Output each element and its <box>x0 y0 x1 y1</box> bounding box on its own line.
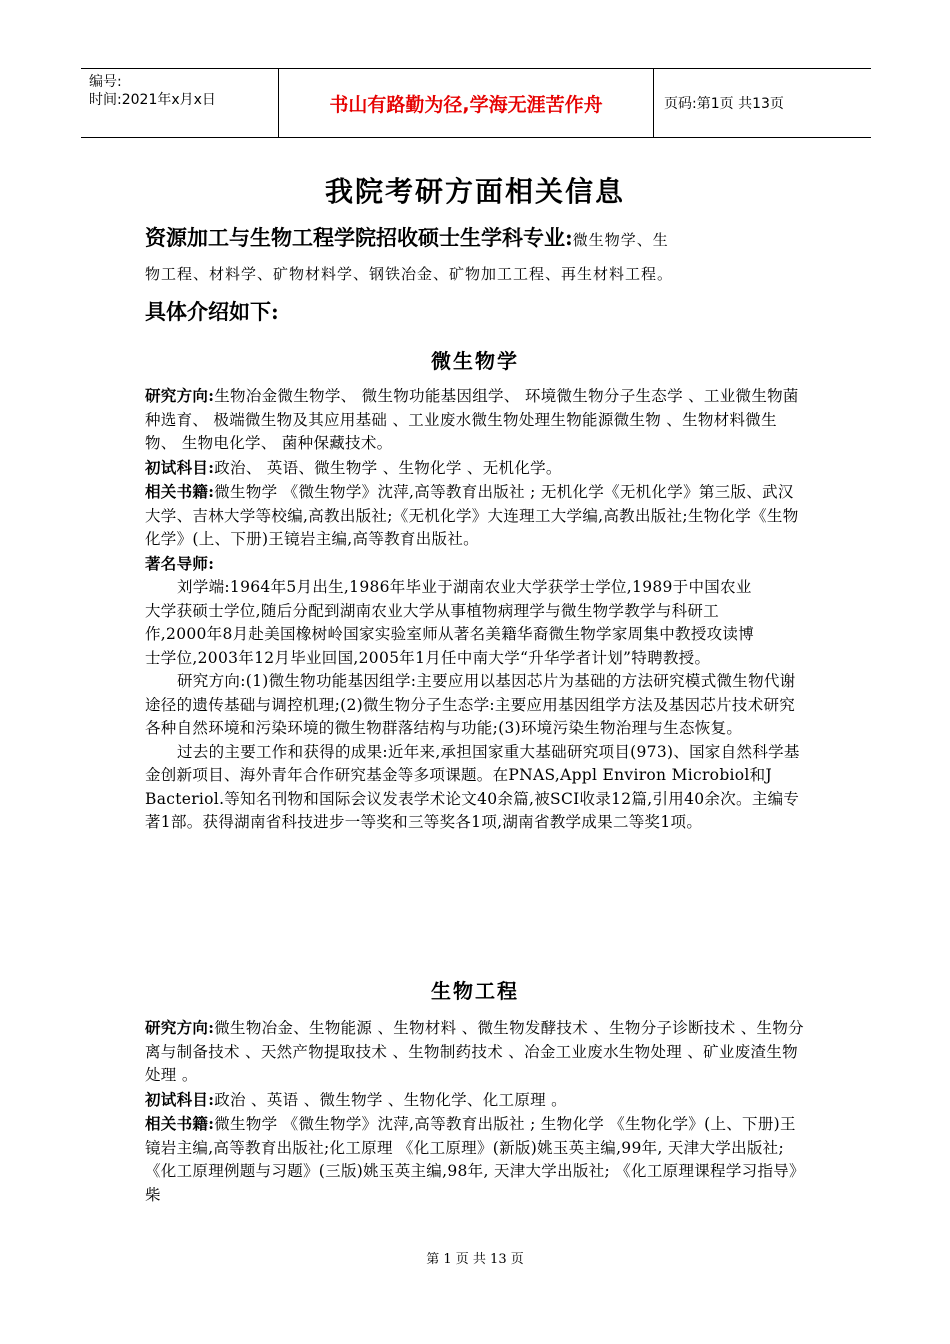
section-bioengineering-body <box>145 1016 805 1207</box>
header-meta-cell <box>81 69 279 137</box>
research-label: 研究方向: <box>145 1018 215 1037</box>
majors-line-1: 微生物学、生 <box>572 231 669 249</box>
page-info-text: 页码:第1页 共13页 <box>664 96 784 112</box>
page-info-cell <box>654 69 871 137</box>
mentor-heading <box>145 552 805 577</box>
intro-paragraph <box>145 222 805 290</box>
page-title: 我院考研方面相关信息 <box>324 175 625 208</box>
research-text: 生物冶金微生物学、 微生物功能基因组学、 环境微生物分子生态学 、工业微生物菌种选育、 极端微生物及其应用基础 、工业废水微生物处理生物能源微生物 、生物材料微生物、 生物电化学、 菌种保藏技术。 <box>145 387 799 452</box>
mentor-achievements: 过去的主要工作和获得的成果:近年来,承担国家重大基础研究项目(973)、国家自然科学基金创新项目、海外青年合作研究基金等多项课题。在PNAS,Appl Environ Microbiol和J Bacteriol.等知名刊物和国际会议发表学术论文40余篇,被SCI收录12篇,引用40余次。主编专著1部。获得湖南省科技进步一等奖和三等奖各1项,湖南省教学成果二等奖1项。 <box>145 742 800 831</box>
research-direction <box>145 1016 805 1088</box>
research-label: 研究方向: <box>145 386 215 405</box>
books-label: 相关书籍: <box>145 1114 215 1133</box>
exam-subjects <box>145 456 805 481</box>
time-label: 时间:2021年x月x日 <box>89 92 216 108</box>
related-books <box>145 1112 805 1207</box>
mentor-research: 研究方向:(1)微生物功能基因组学:主要应用以基因芯片为基础的方法研究模式微生物代谢途径的遗传基础与调控机理;(2)微生物分子生态学:主要应用基因组学方法及基因芯片技术研究各种自然环境和污染环境的微生物群落结构与功能;(3)环境污染生物治理与生态恢复。 <box>145 672 796 737</box>
exam-subjects <box>145 1088 805 1113</box>
details-heading: 具体介绍如下: <box>145 299 279 324</box>
research-text: 微生物冶金、生物能源 、生物材料 、微生物发酵技术 、生物分子诊断技术 、生物分离与制备技术 、天然产物提取技术 、生物制药技术 、冶金工业废水生物处理 、矿业废渣生物处理 。 <box>145 1019 804 1084</box>
section-title-bioengineering: 生物工程 <box>431 979 519 1003</box>
mentor-label: 著名导师: <box>145 553 215 573</box>
books-text: 微生物学 《微生物学》沈萍,高等教育出版社 ; 生物化学 《生物化学》(上、下册)王镜岩主编,高等教育出版社;化工原理 《化工原理》(新版)姚玉英主编,99年, 天津大学出版社;《化工原理例题与习题》(三版)姚玉英主编,98年, 天津大学出版社; 《化工原理课程学习指导》柴 <box>145 1115 805 1204</box>
intro-heading: 资源加工与生物工程学院招收硕士生学科专业: <box>145 225 573 250</box>
motto-text: 书山有路勤为径,学海无涯苦作舟 <box>329 93 603 116</box>
exam-text: 政治 、英语 、微生物学 、生物化学、化工原理 。 <box>214 1090 567 1109</box>
research-direction <box>145 384 805 456</box>
exam-label: 初试科目: <box>145 457 215 477</box>
books-text: 微生物学 《微生物学》沈萍,高等教育出版社 ; 无机化学《无机化学》第三版、武汉大学、吉林大学等校编,高教出版社;《无机化学》大连理工大学编,高教出版社;生物化学《生物化学》(上、下册)王镜岩主编,高等教育出版社。 <box>145 483 799 548</box>
motto-cell <box>279 69 654 137</box>
exam-label: 初试科目: <box>145 1089 215 1109</box>
section-microbiology-body <box>145 384 805 835</box>
number-label: 编号: <box>89 74 122 90</box>
exam-text: 政治、 英语、微生物学 、生物化学 、无机化学。 <box>214 458 562 477</box>
books-label: 相关书籍: <box>145 482 215 501</box>
page-footer: 第 1 页 共 13 页 <box>426 1252 524 1267</box>
section-title-microbiology: 微生物学 <box>431 349 519 373</box>
mentor-bio: 刘学端:1964年5月出生,1986年毕业于湖南农业大学获学士学位,1989于中国农业大学获硕士学位,随后分配到湖南农业大学从事植物病理学与微生物学教学与科研工作,2000年8月赴美国橡树岭国家实验室师从著名美籍华裔微生物学家周集中教授攻读博士学位,2003年12月毕业回国,2005年1月任中南大学“升华学者计划”特聘教授。 <box>145 578 755 667</box>
related-books <box>145 480 805 552</box>
majors-line-2: 物工程、材料学、矿物材料学、钢铁冶金、矿物加工工程、再生材料工程。 <box>145 265 674 283</box>
document-header <box>81 68 871 138</box>
